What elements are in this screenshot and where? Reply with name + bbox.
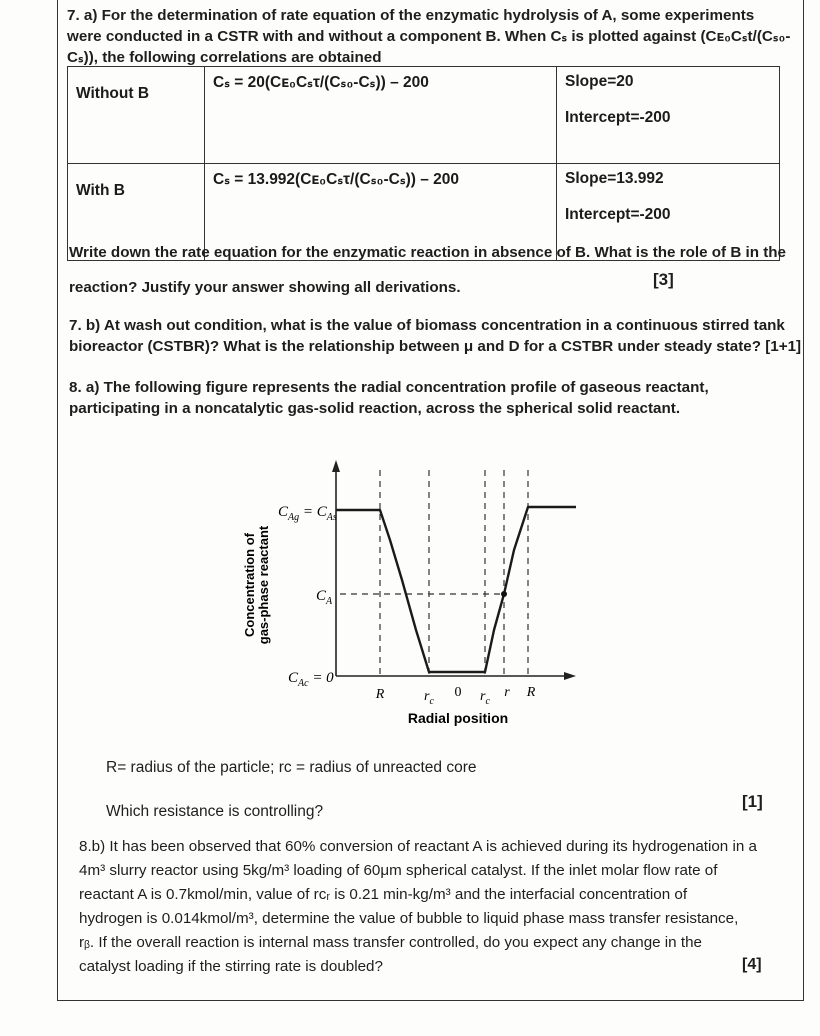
q7a-line-3: Cₛ)), the following correlations are obtained	[67, 49, 382, 66]
figure-ylabel-line-1: Concentration of	[242, 533, 257, 637]
y-label-bottom: $C_{Ac} = 0$	[288, 670, 334, 689]
correlation-table	[67, 66, 780, 261]
x-axis-arrow-icon	[564, 672, 576, 680]
q7a-line-1: 7. a) For the determination of rate equation of the enzymatic hydrolysis of A, some experiments	[67, 7, 755, 24]
q7a-marks: [3]	[653, 270, 674, 289]
x-tick-r: r	[504, 685, 510, 700]
table-row	[68, 67, 780, 164]
q8b-marks: [4]	[742, 956, 762, 973]
x-tick-R-right: R	[526, 685, 536, 700]
q8b-line-4: hydrogen is 0.014kmol/m³, determine the value of bubble to liquid phase mass transfer resistance,	[79, 910, 739, 927]
row-intercept: Intercept=-200	[565, 206, 671, 223]
row-slope-intercept	[557, 67, 780, 164]
figure-xlabel: Radial position	[407, 710, 509, 726]
q7a-after-line-2: reaction? Justify your answer showing all derivations.	[69, 279, 461, 296]
q8a-marks: [1]	[742, 792, 763, 811]
q8b-line-2: 4m³ slurry reactor using 5kg/m³ loading of 60μm spherical catalyst. If the inlet molar flow rate of	[79, 862, 718, 879]
q8a-question: Which resistance is controlling?	[106, 803, 324, 820]
x-tick-rc-right: $r_c$	[480, 689, 490, 707]
figure-ylabel-line-2: gas-phase reactant	[256, 525, 271, 645]
x-tick-rc-left: $r_c$	[424, 689, 434, 707]
row-slope: Slope=20	[565, 73, 634, 90]
q8a-line-1: 8. a) The following figure represents the radial concentration profile of gaseous reactant,	[69, 379, 709, 396]
concentration-profile-figure	[230, 440, 590, 740]
x-tick-zero: 0	[454, 685, 462, 700]
q8b-line-1: 8.b) It has been observed that 60% conversion of reactant A is achieved during its hydrogenation in a	[79, 838, 757, 855]
q7b-line-1: 7. b) At wash out condition, what is the value of biomass concentration in a continuous stirred tank	[69, 317, 785, 334]
figure-legend: R= radius of the particle; rᴄ = radius of unreacted core	[106, 759, 477, 776]
q8b-line-3: reactant A is 0.7kmol/min, value of rᴄᵣ is 0.21 min-kg/m³ and the interfacial concentration of	[79, 886, 688, 903]
y-label-mid: $C_A$	[316, 588, 333, 607]
row-equation: Cₛ = 20(Cᴇ₀Cₛτ/(Cₛ₀-Cₛ)) – 200	[205, 67, 557, 164]
q7b-line-2: bioreactor (CSTBR)? What is the relationship between μ and D for a CSTBR under steady state? [1+1]	[69, 338, 802, 355]
q8b-line-6: catalyst loading if the stirring rate is doubled?	[79, 958, 383, 975]
row-label: Without B	[68, 67, 205, 164]
q7a-line-2: were conducted in a CSTR with and without a component B. When Cₛ is plotted against (Cᴇ₀Cₛt/(Cₛ₀-	[67, 28, 791, 45]
q8b-line-5: rᵦ. If the overall reaction is internal mass transfer controlled, do you expect any change in the	[79, 934, 702, 951]
concentration-profile-curve	[336, 507, 576, 672]
row-intercept: Intercept=-200	[565, 109, 671, 126]
y-axis-arrow-icon	[332, 460, 340, 472]
row-equation: Cₛ = 13.992(Cᴇ₀Cₛτ/(Cₛ₀-Cₛ)) – 200	[205, 164, 557, 261]
row-slope: Slope=13.992	[565, 170, 664, 187]
y-label-top: $C_{Ag} = C_{As}$	[278, 504, 337, 523]
row-label: With B	[68, 164, 205, 261]
profile-point-marker	[501, 591, 507, 597]
x-tick-R-left: R	[375, 687, 385, 702]
q7a-after-line-1: Write down the rate equation for the enzymatic reaction in absence of B. What is the role of B in the	[69, 244, 787, 261]
q8a-line-2: participating in a noncatalytic gas-solid reaction, across the spherical solid reactant.	[69, 400, 681, 417]
